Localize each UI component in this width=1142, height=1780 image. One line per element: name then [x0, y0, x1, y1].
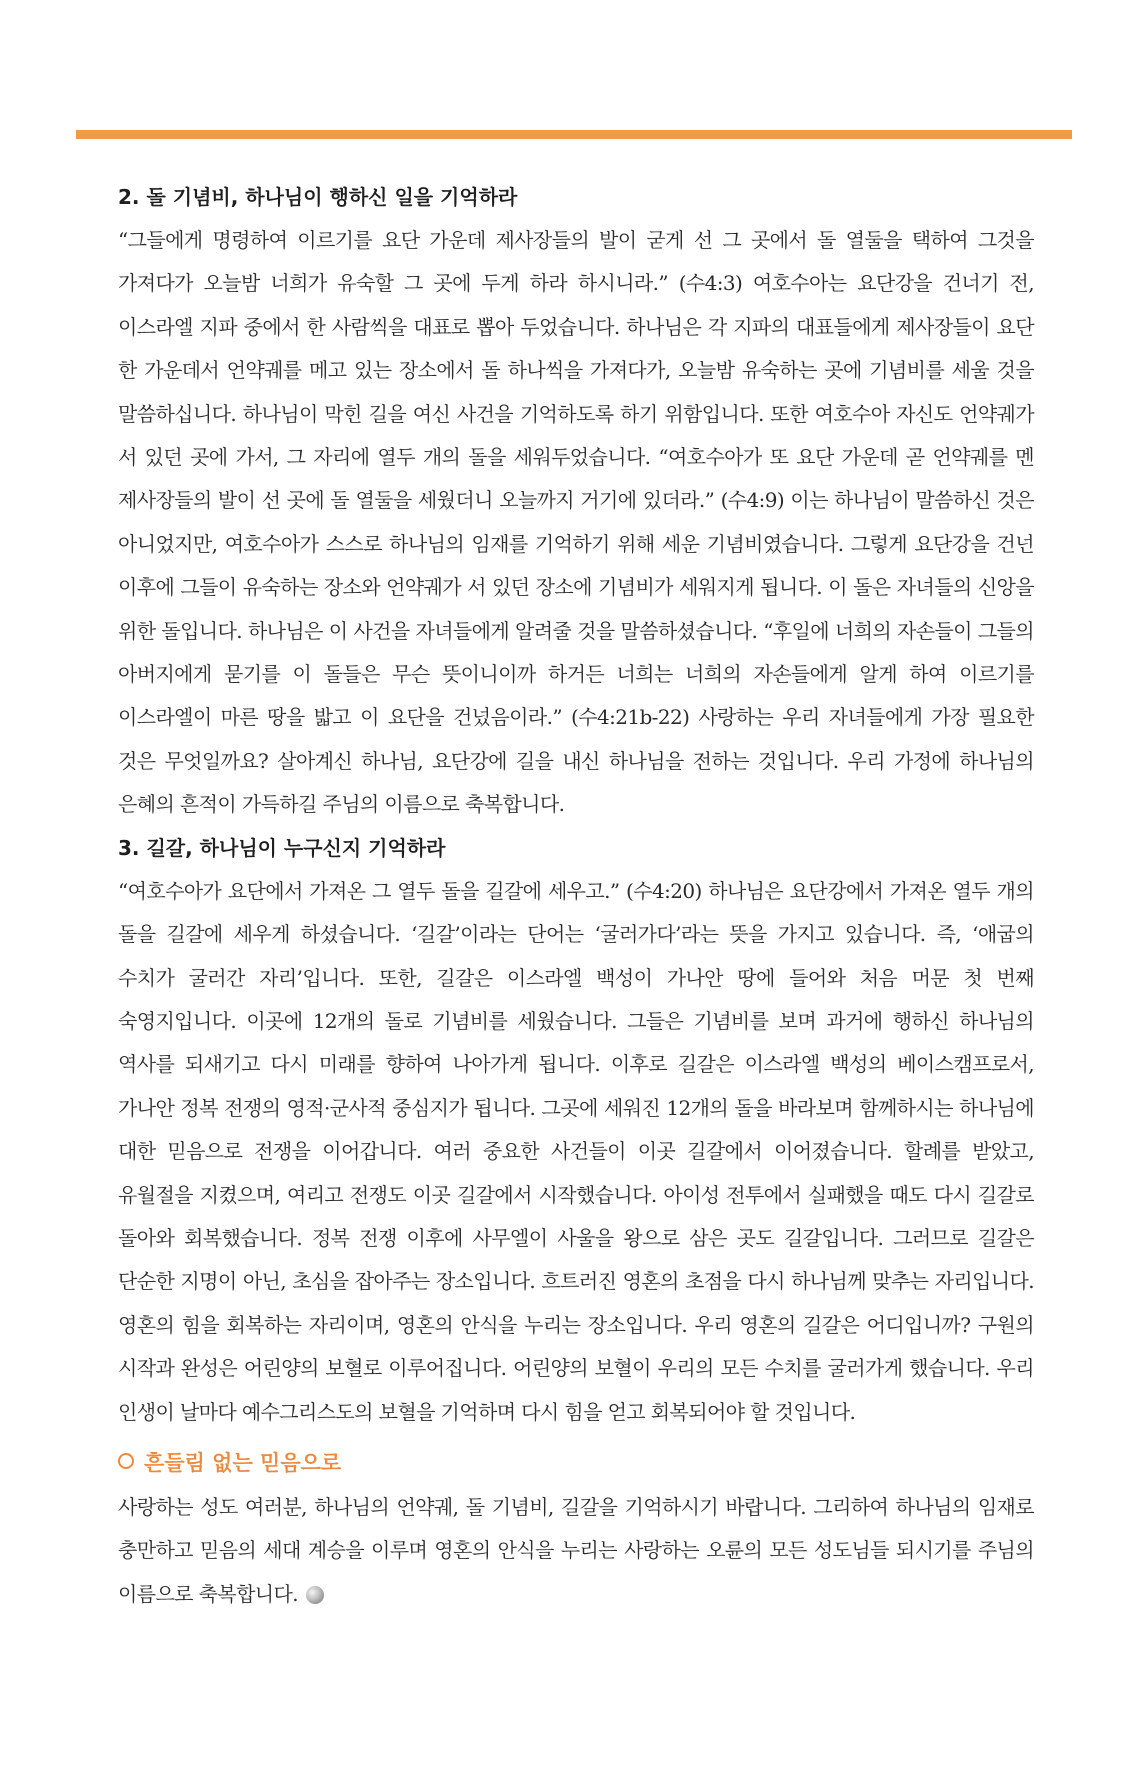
closing-paragraph [118, 1486, 1034, 1616]
closing-heading [118, 1440, 1034, 1486]
article-body [118, 176, 1034, 1616]
closing-paragraph-text: 사랑하는 성도 여러분, 하나님의 언약궤, 돌 기념비, 길갈을 기억하시기 바랍니다. 그리하여 하나님의 임재로 충만하고 믿음의 세대 계승을 이루며 영혼의 안식을 누리는 사랑하는 오륜의 모든 성도님들 되시기를 주님의 이름으로 축복합니다. [118, 1494, 1034, 1606]
top-accent-rule [76, 130, 1072, 139]
section-3-paragraph: “여호수아가 요단에서 가져온 그 열두 돌을 길갈에 세우고.” (수4:20) 하나님은 요단강에서 가져온 열두 개의 돌을 길갈에 세우게 하셨습니다. ‘길갈’이라는 단어는 ‘굴러가다’라는 뜻을 가지고 있습니다. 즉, ‘애굽의 수치가 굴러간 자리’입니다. 또한, 길갈은 이스라엘 백성이 가나안 땅에 들어와 처음 머문 첫 번째 숙영지입니다. 이곳에 12개의 돌로 기념비를 세웠습니다. 그들은 기념비를 보며 과거에 행하신 하나님의 역사를 되새기고 다시 미래를 향하여 나아가게 됩니다. 이후로 길갈은 이스라엘 백성의 베이스캠프로서, 가나안 정복 전쟁의 영적·군사적 중심지가 됩니다. 그곳에 세워진 12개의 돌을 바라보며 함께하시는 하나님에 대한 믿음으로 전쟁을 이어갑니다. 여러 중요한 사건들이 이곳 길갈에서 이어졌습니다. 할례를 받았고, 유월절을 지켰으며, 여리고 전쟁도 이곳 길갈에서 시작했습니다. 아이성 전투에서 실패했을 때도 다시 길갈로 돌아와 회복했습니다. 정복 전쟁 이후에 사무엘이 사울을 왕으로 삼은 곳도 길갈입니다. 그러므로 길갈은 단순한 지명이 아닌, 초심을 잡아주는 장소입니다. 흐트러진 영혼의 초점을 다시 하나님께 맞추는 자리입니다. 영혼의 힘을 회복하는 자리이며, 영혼의 안식을 누리는 장소입니다. 우리 영혼의 길갈은 어디입니까? 구원의 시작과 완성은 어린양의 보혈로 이루어집니다. 어린양의 보혈이 우리의 모든 수치를 굴러가게 했습니다. 우리 인생이 날마다 예수그리스도의 보혈을 기억하며 다시 힘을 얻고 회복되어야 할 것입니다. [118, 878, 1034, 1424]
section-2-heading: 2. 돌 기념비, 하나님이 행하신 일을 기억하라 [118, 185, 518, 209]
closing-heading-text: 흔들림 없는 믿음으로 [144, 1450, 342, 1475]
section-2-paragraph: “그들에게 명령하여 이르기를 요단 가운데 제사장들의 발이 굳게 선 그 곳에서 돌 열둘을 택하여 그것을 가져다가 오늘밤 너희가 유숙할 그 곳에 두게 하라 하시니라.” (수4:3) 여호수아는 요단강을 건너기 전, 이스라엘 지파 중에서 한 사람씩을 대표로 뽑아 두었습니다. 하나님은 각 지파의 대표들에게 제사장들이 요단 한 가운데서 언약궤를 메고 있는 장소에서 돌 하나씩을 가져다가, 오늘밤 유숙하는 곳에 기념비를 세울 것을 말씀하십니다. 하나님이 막힌 길을 여신 사건을 기억하도록 하기 위함입니다. 또한 여호수아 자신도 언약궤가 서 있던 곳에 가서, 그 자리에 열두 개의 돌을 세워두었습니다. “여호수아가 또 요단 가운데 곧 언약궤를 멘 제사장들의 발이 선 곳에 돌 열둘을 세웠더니 오늘까지 거기에 있더라.” (수4:9) 이는 하나님이 말씀하신 것은 아니었지만, 여호수아가 스스로 하나님의 임재를 기억하기 위해 세운 기념비였습니다. 그렇게 요단강을 건넌 이후에 그들이 유숙하는 장소와 언약궤가 서 있던 장소에 기념비가 세워지게 됩니다. 이 돌은 자녀들의 신앙을 위한 돌입니다. 하나님은 이 사건을 자녀들에게 알려줄 것을 말씀하셨습니다. “후일에 너희의 자손들이 그들의 아버지에게 묻기를 이 돌들은 무슨 뜻이니이까 하거든 너희는 너희의 자손들에게 알게 하여 이르기를 이스라엘이 마른 땅을 밟고 이 요단을 건넜음이라.” (수4:21b-22) 사랑하는 우리 자녀들에게 가장 필요한 것은 무엇일까요? 살아계신 하나님, 요단강에 길을 내신 하나님을 전하는 것입니다. 우리 가정에 하나님의 은혜의 흔적이 가득하길 주님의 이름으로 축복합니다. [118, 228, 1034, 817]
section-3-heading: 3. 길갈, 하나님이 누구신지 기억하라 [118, 835, 446, 860]
circle-bullet-icon [118, 1453, 134, 1469]
end-of-article-dot-icon [306, 1586, 324, 1604]
